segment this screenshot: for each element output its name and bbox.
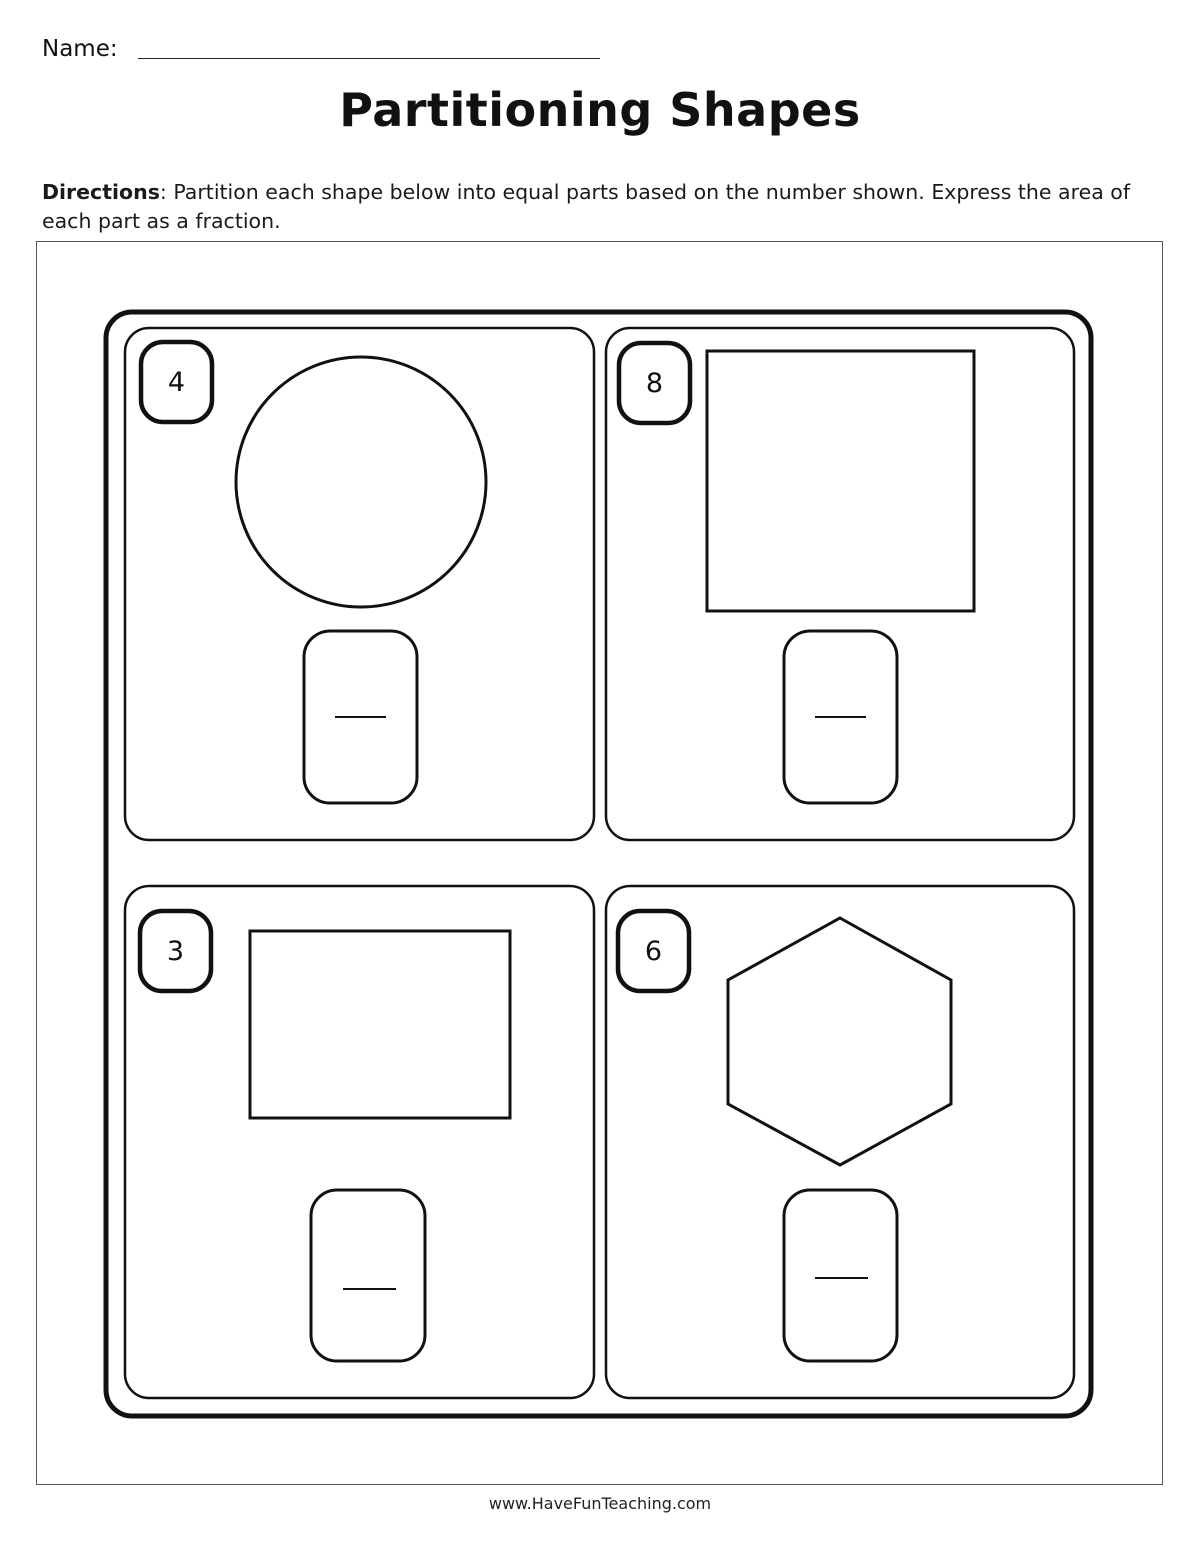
count-number: 8: [645, 368, 664, 399]
problem-3: [125, 886, 594, 1398]
count-number: 3: [166, 936, 185, 967]
footer-url: www.HaveFunTeaching.com: [488, 1494, 712, 1513]
problem-panel: [606, 886, 1074, 1398]
circle-shape[interactable]: [236, 357, 486, 607]
count-number: 4: [167, 367, 186, 398]
problem-1: [125, 328, 594, 840]
hexagon-shape[interactable]: [728, 918, 951, 1165]
fraction-answer-box[interactable]: [784, 1190, 897, 1361]
problem-panel: [125, 886, 594, 1398]
problem-4: [606, 886, 1074, 1398]
directions-text: : Partition each shape below into equal parts based on the number shown. Express the area of each part as a fraction.: [42, 180, 1131, 233]
name-label: Name:: [42, 36, 118, 62]
count-number: 6: [644, 936, 663, 967]
page-title: Partitioning Shapes: [339, 83, 861, 137]
problem-panel: [125, 328, 594, 840]
rectangle-shape[interactable]: [250, 931, 510, 1118]
fraction-answer-box[interactable]: [311, 1190, 425, 1361]
directions-label: Directions: [42, 180, 160, 204]
problem-panel: [606, 328, 1074, 840]
square-shape[interactable]: [707, 351, 974, 611]
problem-2: [606, 328, 1074, 840]
outer-container: [106, 312, 1091, 1416]
